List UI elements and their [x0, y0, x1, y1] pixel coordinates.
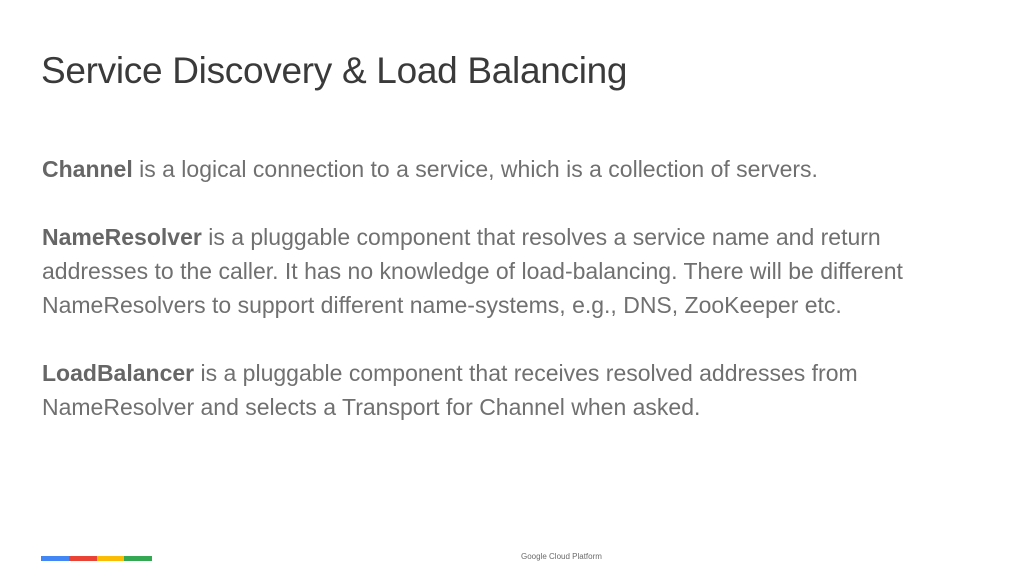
definition-channel: is a logical connection to a service, which is a collection of servers.	[132, 156, 818, 182]
term-channel: Channel	[42, 156, 133, 182]
term-nameresolver: NameResolver	[42, 224, 202, 250]
term-loadbalancer: LoadBalancer	[42, 360, 195, 386]
brand-color-bar	[41, 556, 152, 561]
brand-bar-blue	[41, 556, 69, 561]
definition-nameresolver: is a pluggable component that resolves a service name and return addresses to the caller. It has no knowledge of load-balancing. There will be different NameResolvers to support different name-systems, e.g., DNS, ZooKeeper etc.	[42, 224, 903, 318]
paragraph-loadbalancer	[42, 356, 962, 424]
brand-bar-yellow	[97, 556, 125, 561]
slide-body	[42, 152, 962, 458]
paragraph-nameresolver	[42, 220, 962, 322]
definition-loadbalancer: is a pluggable component that receives resolved addresses from NameResolver and selects a Transport for Channel when asked.	[42, 360, 858, 420]
brand-bar-red	[69, 556, 97, 561]
slide-title: Service Discovery & Load Balancing	[41, 50, 628, 91]
brand-bar-green	[124, 556, 152, 561]
footer-brand-label: Google Cloud Platform	[521, 552, 602, 561]
paragraph-channel	[42, 152, 962, 186]
